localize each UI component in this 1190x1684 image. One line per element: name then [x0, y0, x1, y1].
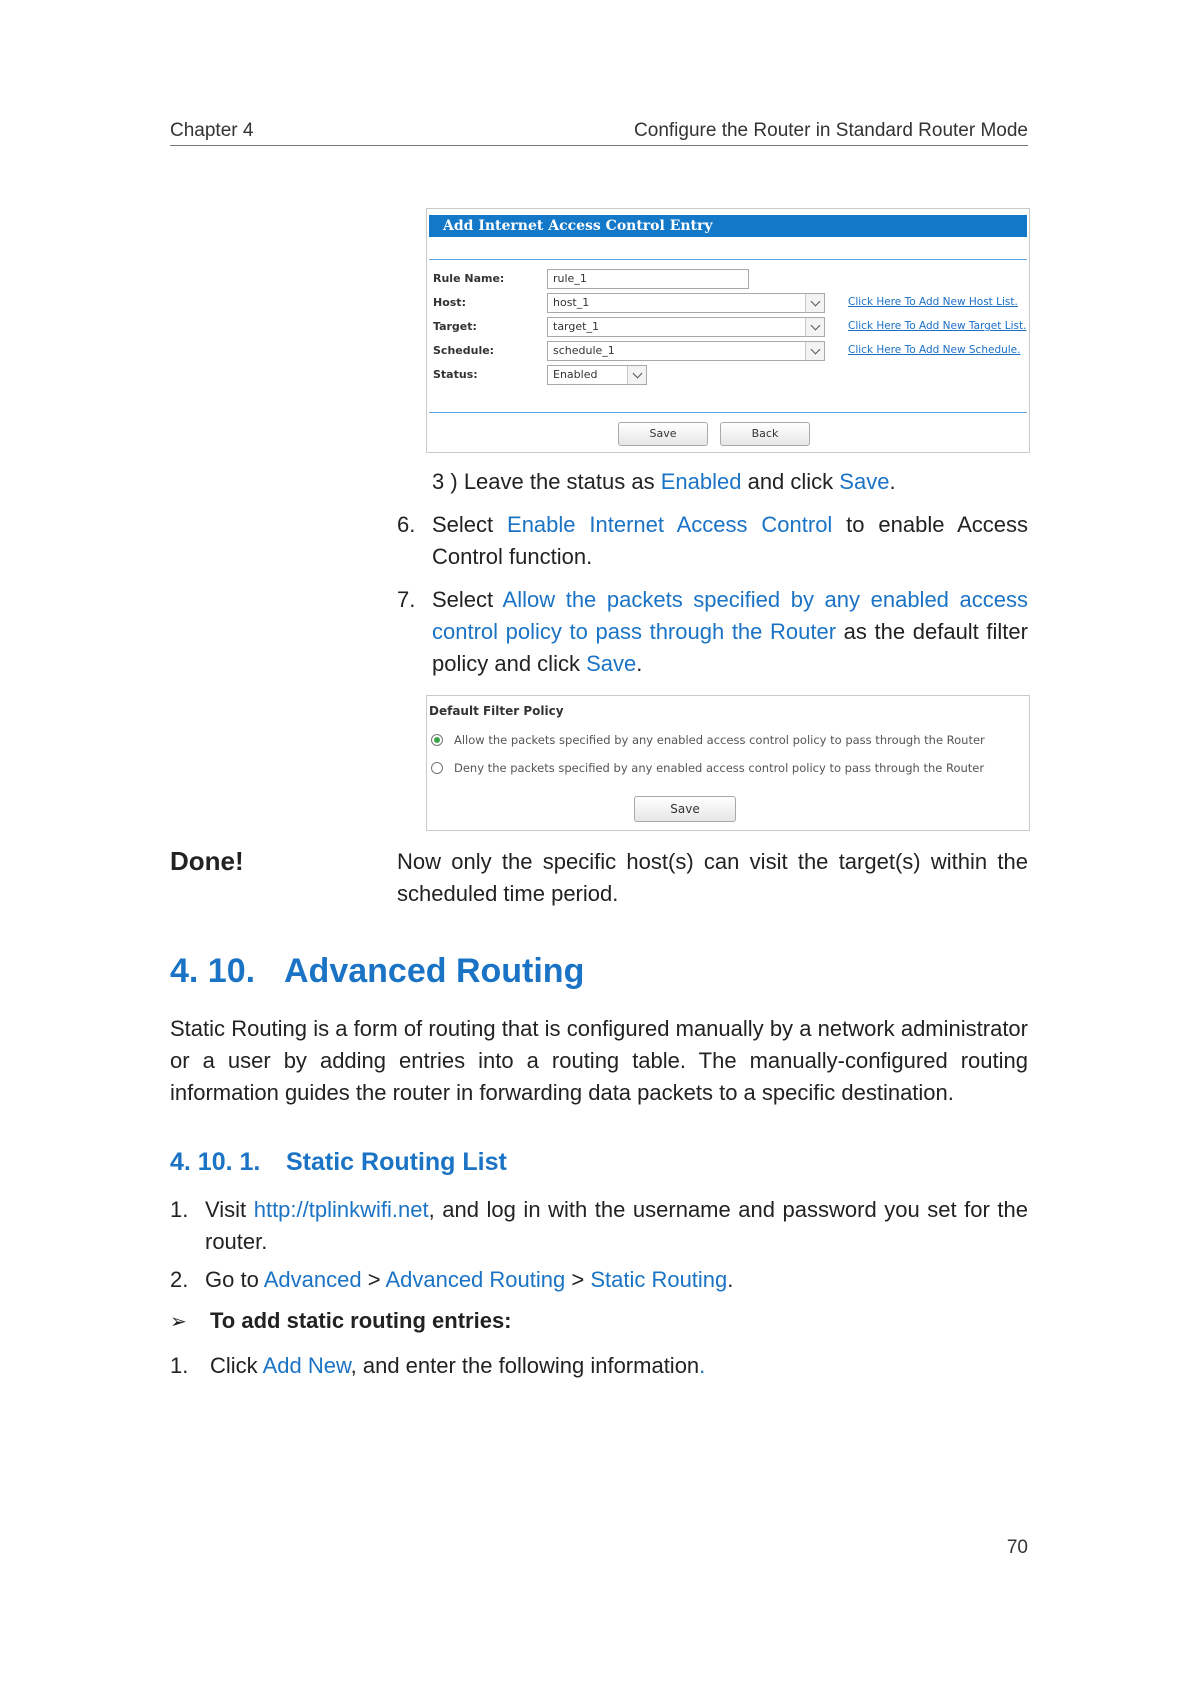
- save-button[interactable]: Save: [618, 422, 708, 446]
- save-term: Save: [839, 469, 890, 494]
- chevron-down-icon: [627, 366, 646, 384]
- deny-radio[interactable]: [431, 762, 443, 774]
- page-number: 70: [1006, 1537, 1028, 1558]
- rule-name-input[interactable]: rule_1: [547, 269, 749, 289]
- period: .: [727, 1267, 734, 1292]
- list-number-2: 2.: [170, 1267, 189, 1292]
- tplinkwifi-link[interactable]: http://tplinkwifi.net: [253, 1197, 429, 1222]
- status-value: Enabled: [553, 368, 598, 381]
- step-6: [432, 509, 1028, 573]
- done-label: Done!: [170, 846, 244, 876]
- chapter-label: Chapter 4: [170, 120, 254, 141]
- save-term: Save: [586, 651, 637, 676]
- host-select[interactable]: [547, 293, 825, 313]
- target-select[interactable]: [547, 317, 825, 337]
- list-number-1b: 1.: [170, 1353, 189, 1378]
- back-button[interactable]: Back: [720, 422, 810, 446]
- subsection-number: 4. 10. 1.: [170, 1148, 261, 1176]
- host-value: host_1: [553, 296, 590, 309]
- substep-text: Leave the status as: [463, 469, 661, 494]
- rule-name-label: Rule Name:: [433, 272, 505, 285]
- policy-title: Default Filter Policy: [429, 704, 564, 718]
- list-text: Visit: [205, 1197, 254, 1222]
- list-text: Click: [210, 1353, 263, 1378]
- access-control-entry-screenshot: [426, 208, 1030, 453]
- host-label: Host:: [433, 296, 466, 309]
- period: .: [636, 651, 643, 676]
- last-step: [210, 1350, 705, 1382]
- schedule-value: schedule_1: [553, 344, 615, 357]
- divider: [429, 412, 1027, 413]
- section-paragraph: Static Routing is a form of routing that is configured manually by a network administrator or a user by adding entries into a routing table. The manually-configured routing information guides the router in forwarding data packets to a specific destination.: [170, 1016, 1028, 1105]
- status-label: Status:: [433, 368, 478, 381]
- chevron-down-icon: [805, 294, 824, 312]
- step-text: Select: [432, 512, 508, 537]
- static-routing-term: Static Routing: [590, 1267, 728, 1292]
- add-target-link[interactable]: Click Here To Add New Target List.: [848, 320, 1027, 332]
- allow-packets-term: Allow the packets specified by any enabled access control policy to pass through the Router: [432, 587, 1028, 644]
- divider: [429, 259, 1027, 260]
- advanced-routing-term: Advanced Routing: [385, 1267, 566, 1292]
- subsection-title: Static Routing List: [286, 1148, 507, 1176]
- bullet-heading: To add static routing entries:: [210, 1308, 512, 1333]
- section-number: 4. 10.: [170, 952, 256, 990]
- substep-3: [432, 466, 896, 498]
- period: .: [699, 1353, 706, 1378]
- target-value: target_1: [553, 320, 599, 333]
- arrow-bullet-icon: ➢: [170, 1311, 187, 1333]
- list-item-2: [205, 1264, 733, 1296]
- status-select[interactable]: [547, 365, 647, 385]
- step-text: to enable Access Control function.: [432, 512, 1028, 569]
- list-item-1: [205, 1194, 1028, 1258]
- allow-radio[interactable]: [431, 734, 443, 746]
- list-text: , and enter the following information: [350, 1353, 700, 1378]
- chapter-title: Configure the Router in Standard Router Mode: [634, 120, 1028, 141]
- separator: >: [361, 1267, 386, 1292]
- add-schedule-link[interactable]: Click Here To Add New Schedule.: [848, 344, 1021, 356]
- separator: >: [565, 1267, 591, 1292]
- step-number-6: 6.: [397, 512, 416, 537]
- chevron-down-icon: [805, 342, 824, 360]
- list-text: Go to: [205, 1267, 264, 1292]
- list-number-1: 1.: [170, 1197, 189, 1222]
- add-new-term: Add New: [262, 1353, 351, 1378]
- header-rule: [170, 145, 1028, 146]
- add-host-link[interactable]: Click Here To Add New Host List.: [848, 296, 1018, 308]
- allow-option-label: Allow the packets specified by any enabled access control policy to pass through the Router: [454, 733, 985, 747]
- substep-text: and click: [741, 469, 840, 494]
- target-label: Target:: [433, 320, 477, 333]
- step-number-7: 7.: [397, 587, 416, 612]
- done-text: Now only the specific host(s) can visit the target(s) within the scheduled time period.: [397, 849, 1028, 906]
- enable-access-control-term: Enable Internet Access Control: [507, 512, 833, 537]
- panel-title: Add Internet Access Control Entry: [429, 215, 1027, 237]
- deny-option-label: Deny the packets specified by any enabled access control policy to pass through the Router: [454, 761, 985, 775]
- chevron-down-icon: [805, 318, 824, 336]
- save-button[interactable]: Save: [634, 796, 736, 822]
- period: .: [889, 469, 896, 494]
- step-text: Select: [432, 587, 503, 612]
- enabled-term: Enabled: [660, 469, 742, 494]
- substep-number: 3 ): [432, 469, 458, 494]
- advanced-term: Advanced: [263, 1267, 362, 1292]
- default-filter-policy-screenshot: [426, 695, 1030, 831]
- schedule-label: Schedule:: [433, 344, 495, 357]
- section-title: Advanced Routing: [284, 952, 585, 990]
- step-text: as the default filter policy and click: [432, 619, 1028, 676]
- list-text: , and log in with the username and password you set for the router.: [205, 1197, 1028, 1254]
- schedule-select[interactable]: [547, 341, 825, 361]
- step-7: [432, 584, 1028, 680]
